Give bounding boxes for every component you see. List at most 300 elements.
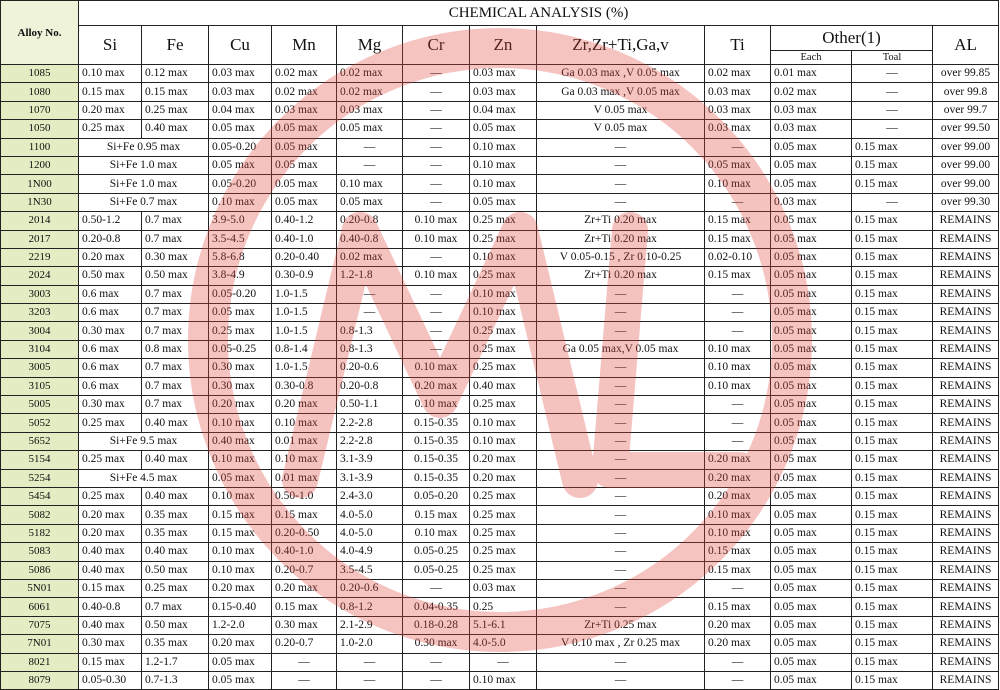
alloy-number-cell: 2024 — [1, 267, 79, 285]
cell-ti: 0.03 max — [705, 83, 771, 101]
cell-si: 0.6 max — [79, 285, 142, 303]
alloy-number-cell: 3004 — [1, 322, 79, 340]
col-header-other: Other(1) — [771, 26, 933, 51]
cell-mg: 0.40-0.8 — [337, 230, 403, 248]
cell-si: 0.25 max — [79, 487, 142, 505]
cell-zr: Zr+Ti 0.25 max — [537, 616, 705, 634]
col-header-ti: Ti — [705, 26, 771, 65]
cell-al: REMAINS — [933, 653, 999, 671]
cell-si: 0.20 max — [79, 524, 142, 542]
cell-each: 0.05 max — [771, 561, 852, 579]
cell-cu: 0.30 max — [209, 359, 272, 377]
cell-si: 0.6 max — [79, 304, 142, 322]
cell-mn: 0.20-0.7 — [272, 561, 337, 579]
cell-ti: 0.15 max — [705, 598, 771, 616]
cell-ti: 0.20 max — [705, 451, 771, 469]
cell-mg: 0.02 max — [337, 83, 403, 101]
cell-total: 0.15 max — [852, 248, 933, 266]
cell-mg: — — [337, 156, 403, 174]
cell-total: 0.15 max — [852, 487, 933, 505]
alloy-number-cell: 8021 — [1, 653, 79, 671]
cell-total: 0.15 max — [852, 671, 933, 689]
alloy-number-cell: 8079 — [1, 671, 79, 689]
cell-fe: 0.30 max — [142, 248, 209, 266]
cell-mg: 2.2-2.8 — [337, 432, 403, 450]
cell-mg: 0.50-1.1 — [337, 396, 403, 414]
table-row — [1, 322, 999, 340]
cell-cr: — — [403, 175, 470, 193]
alloy-number-cell: 3005 — [1, 359, 79, 377]
cell-zn: 0.10 max — [470, 432, 537, 450]
table-row — [1, 83, 999, 101]
cell-zr: V 0.05 max — [537, 120, 705, 138]
cell-ti: 0.05 max — [705, 156, 771, 174]
cell-fe: 0.7 max — [142, 285, 209, 303]
cell-mg: 3.1-3.9 — [337, 469, 403, 487]
cell-cu: 0.03 max — [209, 83, 272, 101]
cell-fe: 0.15 max — [142, 83, 209, 101]
cell-cu: 0.10 max — [209, 414, 272, 432]
cell-cr: 0.15 max — [403, 506, 470, 524]
cell-total: — — [852, 193, 933, 211]
table-row — [1, 65, 999, 83]
cell-mn: 0.40-1.0 — [272, 543, 337, 561]
table-row — [1, 120, 999, 138]
cell-zn: 0.25 max — [470, 396, 537, 414]
cell-total: 0.15 max — [852, 138, 933, 156]
cell-cu: 0.05 max — [209, 304, 272, 322]
table-row — [1, 101, 999, 119]
cell-cr: 0.15-0.35 — [403, 414, 470, 432]
table-row — [1, 359, 999, 377]
cell-mn: 1.0-1.5 — [272, 285, 337, 303]
cell-mn: 0.15 max — [272, 506, 337, 524]
cell-al: REMAINS — [933, 524, 999, 542]
cell-cu: 0.10 max — [209, 487, 272, 505]
cell-zn: — — [470, 653, 537, 671]
cell-each: 0.05 max — [771, 377, 852, 395]
table-row — [1, 635, 999, 653]
cell-si: 0.40 max — [79, 543, 142, 561]
cell-zn: 0.10 max — [470, 175, 537, 193]
table-body — [1, 65, 999, 690]
cell-cu: 0.25 max — [209, 322, 272, 340]
cell-ti: — — [705, 138, 771, 156]
cell-each: 0.05 max — [771, 524, 852, 542]
cell-mn: 1.0-1.5 — [272, 304, 337, 322]
cell-mg: 3.5-4.5 — [337, 561, 403, 579]
cell-ti: 0.10 max — [705, 377, 771, 395]
cell-ti: 0.02-0.10 — [705, 248, 771, 266]
cell-fe: 0.25 max — [142, 101, 209, 119]
cell-fe: 0.35 max — [142, 635, 209, 653]
cell-ti: — — [705, 432, 771, 450]
cell-zr: Ga 0.03 max ,V 0.05 max — [537, 65, 705, 83]
cell-zn: 0.25 max — [470, 487, 537, 505]
cell-mg: 0.05 max — [337, 120, 403, 138]
cell-mg: 0.8-1.2 — [337, 598, 403, 616]
cell-mn: 0.8-1.4 — [272, 340, 337, 358]
table-row — [1, 671, 999, 689]
cell-mg: 4.0-5.0 — [337, 506, 403, 524]
cell-si: 0.20 max — [79, 101, 142, 119]
cell-cu: 0.05 max — [209, 156, 272, 174]
cell-total: 0.15 max — [852, 598, 933, 616]
cell-cr: — — [403, 671, 470, 689]
cell-zr: — — [537, 451, 705, 469]
cell-cr: — — [403, 83, 470, 101]
cell-zr: — — [537, 469, 705, 487]
cell-cr: 0.30 max — [403, 635, 470, 653]
cell-total: 0.15 max — [852, 414, 933, 432]
cell-zr: — — [537, 598, 705, 616]
alloy-no-header: Alloy No. — [1, 1, 79, 65]
cell-mg: 2.2-2.8 — [337, 414, 403, 432]
cell-cr: 0.20 max — [403, 377, 470, 395]
alloy-number-cell: 1050 — [1, 120, 79, 138]
cell-each: 0.05 max — [771, 616, 852, 634]
cell-ti: 0.20 max — [705, 635, 771, 653]
cell-each: 0.05 max — [771, 340, 852, 358]
cell-al: REMAINS — [933, 506, 999, 524]
cell-cr: 0.15-0.35 — [403, 432, 470, 450]
cell-cr: — — [403, 65, 470, 83]
table-row — [1, 156, 999, 174]
cell-zn: 0.25 — [470, 598, 537, 616]
cell-mn: 0.02 max — [272, 83, 337, 101]
cell-al: REMAINS — [933, 285, 999, 303]
alloy-number-cell: 5005 — [1, 396, 79, 414]
cell-ti: 0.20 max — [705, 616, 771, 634]
cell-fe: 0.7 max — [142, 212, 209, 230]
cell-zn: 0.03 max — [470, 65, 537, 83]
cell-cu: 0.15 max — [209, 506, 272, 524]
cell-zn: 0.25 max — [470, 212, 537, 230]
cell-ti: — — [705, 579, 771, 597]
cell-each: 0.05 max — [771, 267, 852, 285]
cell-zr: — — [537, 138, 705, 156]
cell-ti: 0.20 max — [705, 487, 771, 505]
cell-each: 0.05 max — [771, 396, 852, 414]
cell-mn: 0.50-1.0 — [272, 487, 337, 505]
cell-zr: — — [537, 543, 705, 561]
alloy-number-cell: 5083 — [1, 543, 79, 561]
cell-cr: 0.15-0.35 — [403, 469, 470, 487]
cell-total: 0.15 max — [852, 359, 933, 377]
cell-mn: 0.40-1.0 — [272, 230, 337, 248]
cell-ti: — — [705, 322, 771, 340]
cell-each: 0.05 max — [771, 635, 852, 653]
cell-cu: 0.05 max — [209, 120, 272, 138]
alloy-number-cell: 1070 — [1, 101, 79, 119]
cell-ti: 0.15 max — [705, 212, 771, 230]
cell-ti: — — [705, 414, 771, 432]
cell-zn: 5.1-6.1 — [470, 616, 537, 634]
col-header-mn: Mn — [272, 26, 337, 65]
cell-ti: — — [705, 285, 771, 303]
table-row — [1, 285, 999, 303]
table-row — [1, 414, 999, 432]
cell-mn: 0.30 max — [272, 616, 337, 634]
cell-cr: 0.10 max — [403, 212, 470, 230]
cell-each: 0.05 max — [771, 138, 852, 156]
cell-ti: 0.10 max — [705, 175, 771, 193]
cell-zn: 0.25 max — [470, 267, 537, 285]
cell-mg: 0.10 max — [337, 175, 403, 193]
table-row — [1, 616, 999, 634]
cell-cr: 0.10 max — [403, 524, 470, 542]
cell-total: 0.15 max — [852, 212, 933, 230]
cell-si: 0.30 max — [79, 396, 142, 414]
cell-each: 0.03 max — [771, 101, 852, 119]
cell-total: 0.15 max — [852, 377, 933, 395]
cell-zn: 0.10 max — [470, 671, 537, 689]
cell-mn: 0.05 max — [272, 156, 337, 174]
cell-al: over 99.85 — [933, 65, 999, 83]
alloy-number-cell: 6061 — [1, 598, 79, 616]
cell-mn: 0.05 max — [272, 175, 337, 193]
cell-total: 0.15 max — [852, 267, 933, 285]
cell-cu: 3.8-4.9 — [209, 267, 272, 285]
cell-each: 0.05 max — [771, 322, 852, 340]
cell-cr: 0.10 max — [403, 230, 470, 248]
cell-total: 0.15 max — [852, 543, 933, 561]
cell-cr: — — [403, 120, 470, 138]
cell-cr: 0.04-0.35 — [403, 598, 470, 616]
cell-fe: 0.50 max — [142, 267, 209, 285]
cell-si: 0.6 max — [79, 340, 142, 358]
cell-cr: — — [403, 322, 470, 340]
cell-zn: 0.25 max — [470, 561, 537, 579]
alloy-number-cell: 5254 — [1, 469, 79, 487]
cell-cu: 0.10 max — [209, 193, 272, 211]
cell-total: 0.15 max — [852, 175, 933, 193]
cell-each: 0.05 max — [771, 469, 852, 487]
cell-total: 0.15 max — [852, 156, 933, 174]
cell-zn: 0.20 max — [470, 469, 537, 487]
cell-al: REMAINS — [933, 212, 999, 230]
cell-fe: 0.7 max — [142, 359, 209, 377]
cell-cr: — — [403, 340, 470, 358]
cell-cr: — — [403, 138, 470, 156]
alloy-number-cell: 1N30 — [1, 193, 79, 211]
cell-each: 0.05 max — [771, 248, 852, 266]
cell-al: REMAINS — [933, 561, 999, 579]
cell-each: 0.05 max — [771, 653, 852, 671]
col-header-other-each: Each — [771, 51, 852, 65]
cell-each: 0.05 max — [771, 671, 852, 689]
cell-total: 0.15 max — [852, 635, 933, 653]
cell-si-fe-combined: Si+Fe 4.5 max — [79, 469, 209, 487]
cell-ti: — — [705, 396, 771, 414]
alloy-number-cell: 3104 — [1, 340, 79, 358]
table-row — [1, 579, 999, 597]
cell-total: 0.15 max — [852, 469, 933, 487]
cell-each: 0.05 max — [771, 230, 852, 248]
cell-si: 0.25 max — [79, 414, 142, 432]
cell-al: over 99.00 — [933, 175, 999, 193]
cell-zr: — — [537, 671, 705, 689]
cell-cu: 0.20 max — [209, 635, 272, 653]
cell-zr: — — [537, 432, 705, 450]
cell-each: 0.03 max — [771, 120, 852, 138]
cell-zr: Ga 0.03 max ,V 0.05 max — [537, 83, 705, 101]
cell-ti: 0.10 max — [705, 340, 771, 358]
cell-cr: — — [403, 285, 470, 303]
alloy-number-cell: 5652 — [1, 432, 79, 450]
cell-cr: — — [403, 579, 470, 597]
cell-mg: 0.8-1.3 — [337, 322, 403, 340]
cell-fe: 1.2-1.7 — [142, 653, 209, 671]
col-header-zr-ti-ga-v: Zr,Zr+Ti,Ga,v — [537, 26, 705, 65]
cell-mn: 0.30-0.9 — [272, 267, 337, 285]
cell-zr: — — [537, 193, 705, 211]
table-row — [1, 175, 999, 193]
cell-mn: 0.05 max — [272, 193, 337, 211]
cell-mg: — — [337, 285, 403, 303]
cell-mg: 0.05 max — [337, 193, 403, 211]
cell-zn: 0.10 max — [470, 156, 537, 174]
cell-ti: 0.15 max — [705, 267, 771, 285]
table-title: CHEMICAL ANALYSIS (%) — [79, 1, 999, 26]
cell-cu: 0.30 max — [209, 377, 272, 395]
cell-each: 0.05 max — [771, 285, 852, 303]
table-row — [1, 304, 999, 322]
cell-si: 0.6 max — [79, 377, 142, 395]
cell-each: 0.05 max — [771, 598, 852, 616]
cell-total: 0.15 max — [852, 230, 933, 248]
cell-each: 0.05 max — [771, 175, 852, 193]
cell-cr: — — [403, 653, 470, 671]
cell-ti: 0.10 max — [705, 524, 771, 542]
col-header-mg: Mg — [337, 26, 403, 65]
cell-al: REMAINS — [933, 451, 999, 469]
cell-al: over 99.00 — [933, 138, 999, 156]
cell-total: 0.15 max — [852, 616, 933, 634]
table-row — [1, 543, 999, 561]
cell-cu: 0.15 max — [209, 524, 272, 542]
cell-mg: 0.02 max — [337, 65, 403, 83]
cell-cr: 0.10 max — [403, 396, 470, 414]
cell-zr: — — [537, 653, 705, 671]
cell-zr: — — [537, 322, 705, 340]
cell-zn: 0.10 max — [470, 304, 537, 322]
col-header-cu: Cu — [209, 26, 272, 65]
table-row — [1, 212, 999, 230]
cell-zn: 0.10 max — [470, 414, 537, 432]
cell-mg: 1.2-1.8 — [337, 267, 403, 285]
cell-zn: 0.03 max — [470, 579, 537, 597]
cell-mg: — — [337, 653, 403, 671]
cell-al: REMAINS — [933, 230, 999, 248]
cell-zr: — — [537, 285, 705, 303]
cell-mn: 1.0-1.5 — [272, 359, 337, 377]
cell-each: 0.05 max — [771, 359, 852, 377]
cell-mg: — — [337, 138, 403, 156]
table-row — [1, 267, 999, 285]
cell-al: over 99.30 — [933, 193, 999, 211]
cell-cr: — — [403, 304, 470, 322]
cell-ti: 0.03 max — [705, 101, 771, 119]
alloy-number-cell: 5454 — [1, 487, 79, 505]
cell-zr: Ga 0.05 max,V 0.05 max — [537, 340, 705, 358]
alloy-number-cell: 2219 — [1, 248, 79, 266]
cell-zr: — — [537, 579, 705, 597]
cell-total: 0.15 max — [852, 304, 933, 322]
table-row — [1, 138, 999, 156]
cell-each: 0.05 max — [771, 414, 852, 432]
cell-cu: 0.04 max — [209, 101, 272, 119]
cell-cu: 1.2-2.0 — [209, 616, 272, 634]
cell-al: REMAINS — [933, 487, 999, 505]
cell-si: 0.20 max — [79, 506, 142, 524]
alloy-number-cell: 5082 — [1, 506, 79, 524]
cell-each: 0.05 max — [771, 432, 852, 450]
alloy-number-cell: 2017 — [1, 230, 79, 248]
cell-zr: V 0.05-0.15 , Zr 0.10-0.25 — [537, 248, 705, 266]
col-header-fe: Fe — [142, 26, 209, 65]
alloy-number-cell: 1N00 — [1, 175, 79, 193]
cell-zr: — — [537, 396, 705, 414]
alloy-number-cell: 3105 — [1, 377, 79, 395]
cell-mn: 0.01 max — [272, 432, 337, 450]
cell-fe: 0.40 max — [142, 543, 209, 561]
cell-total: 0.15 max — [852, 561, 933, 579]
table-row — [1, 193, 999, 211]
cell-si: 0.40 max — [79, 561, 142, 579]
cell-cu: 0.10 max — [209, 543, 272, 561]
cell-al: REMAINS — [933, 432, 999, 450]
cell-mn: 0.10 max — [272, 451, 337, 469]
cell-ti: — — [705, 671, 771, 689]
cell-zr: V 0.05 max — [537, 101, 705, 119]
alloy-number-cell: 5182 — [1, 524, 79, 542]
cell-each: 0.05 max — [771, 212, 852, 230]
cell-fe: 0.12 max — [142, 65, 209, 83]
cell-si: 0.25 max — [79, 451, 142, 469]
cell-fe: 0.40 max — [142, 487, 209, 505]
cell-each: 0.05 max — [771, 304, 852, 322]
cell-fe: 0.40 max — [142, 120, 209, 138]
cell-cu: 0.20 max — [209, 396, 272, 414]
cell-al: over 99.8 — [933, 83, 999, 101]
cell-total: — — [852, 120, 933, 138]
cell-si: 0.20 max — [79, 248, 142, 266]
alloy-number-cell: 1080 — [1, 83, 79, 101]
cell-al: REMAINS — [933, 635, 999, 653]
cell-si: 0.20-0.8 — [79, 230, 142, 248]
cell-zr: Zr+Ti 0.20 max — [537, 267, 705, 285]
table-row — [1, 432, 999, 450]
cell-zr: — — [537, 156, 705, 174]
cell-mg: 0.20-0.6 — [337, 579, 403, 597]
cell-cr: — — [403, 193, 470, 211]
cell-mn: 0.20 max — [272, 396, 337, 414]
cell-zr: — — [537, 524, 705, 542]
cell-mg: 2.1-2.9 — [337, 616, 403, 634]
cell-fe: 0.50 max — [142, 616, 209, 634]
cell-al: REMAINS — [933, 359, 999, 377]
cell-each: 0.01 max — [771, 65, 852, 83]
cell-total: 0.15 max — [852, 285, 933, 303]
cell-mn: 0.03 max — [272, 101, 337, 119]
cell-cu: 0.05-0.25 — [209, 340, 272, 358]
cell-mn: 0.30-0.8 — [272, 377, 337, 395]
cell-zn: 0.25 max — [470, 230, 537, 248]
cell-cu: 0.10 max — [209, 451, 272, 469]
cell-mn: 0.05 max — [272, 138, 337, 156]
cell-mn: 0.02 max — [272, 65, 337, 83]
